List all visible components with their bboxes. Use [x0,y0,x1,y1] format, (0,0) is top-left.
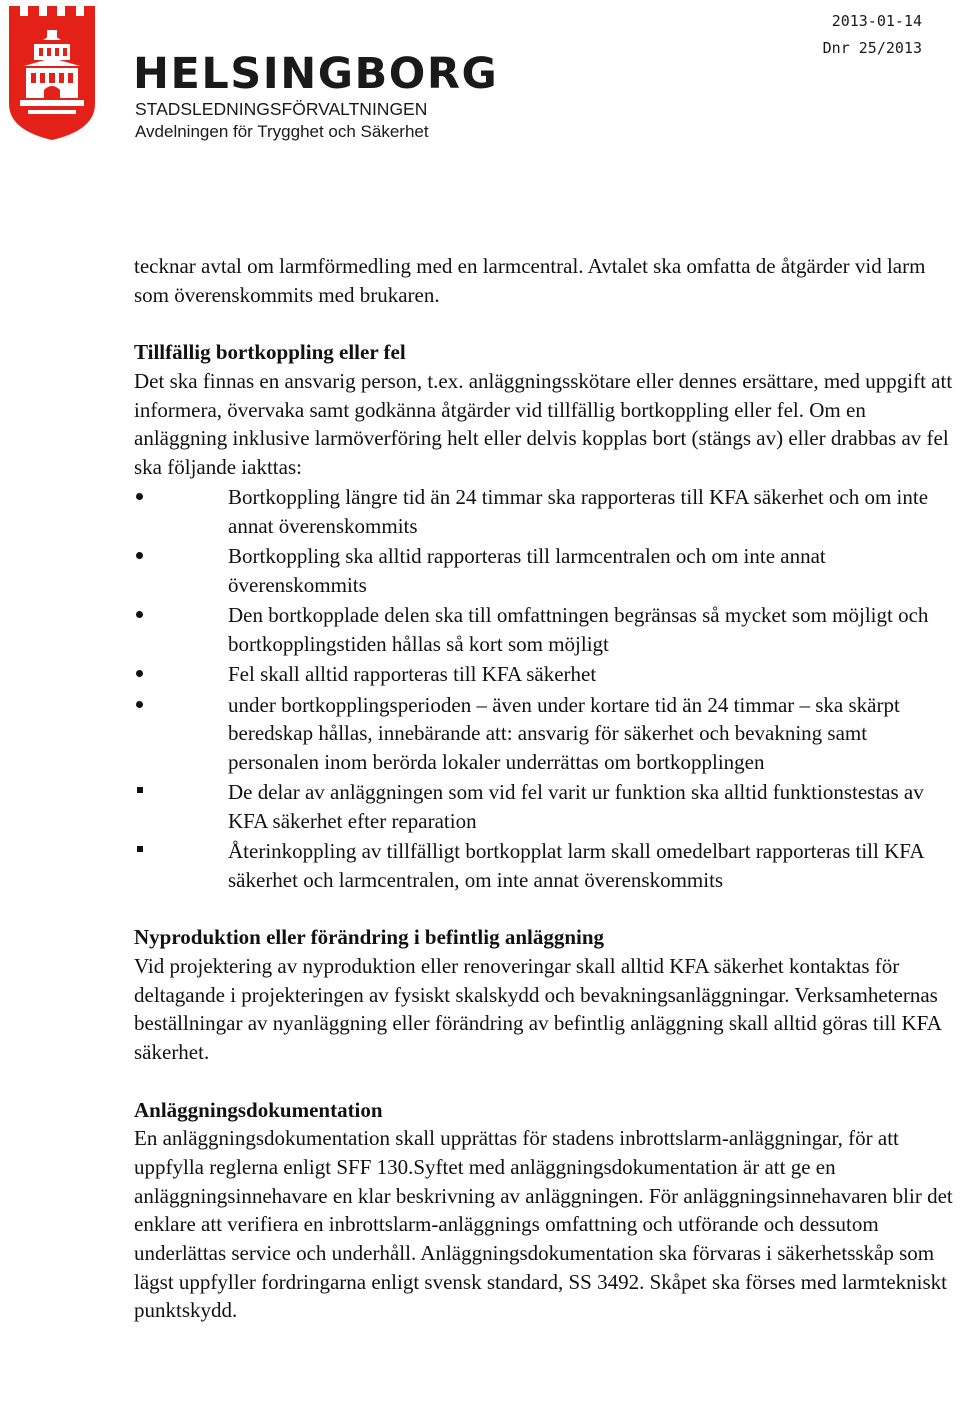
section-heading-documentation: Anläggningsdokumentation [134,1097,383,1122]
list-item: Bortkoppling längre tid än 24 timmar ska rapporteras till KFA säkerhet och om inte annat överenskommits [134,483,956,540]
department-name: STADSLEDNINGSFÖRVALTNINGEN [135,99,428,119]
unit-name: Avdelningen för Trygghet och Säkerhet [135,122,429,141]
list-item: De delar av anläggningen som vid fel varit ur funktion ska alltid funktionstestas av KFA säkerhet efter reparation [134,778,956,835]
section-heading-new-production: Nyproduktion eller förändring i befintlig anläggning [134,925,605,950]
section-paragraph-temporary-disconnection: Det ska finnas en ansvarig person, t.ex. anläggningsskötare eller dennes ersättare, med uppgift att informera, övervaka samt godkänna åtgärder vid tillfällig bortkoppling eller fel. Om en anläggning inklusive larmöverföring helt eller delvis kopplas bort (stängs av) eller drabbas av fel ska följande iakttas: [134,368,953,479]
list-item: Fel skall alltid rapporteras till KFA säkerhet [134,660,956,689]
document-body [134,252,956,1325]
organization-name: HELSINGBORG [133,49,499,99]
document-date: 2013-01-14 [831,12,922,30]
square-bullet-list [134,778,956,894]
intro-paragraph: tecknar avtal om larmförmedling med en larmcentral. Avtalet ska omfatta de åtgärder vid larm som överenskommits med brukaren. [134,254,926,307]
helsingborg-crest-logo [6,4,98,142]
document-meta [823,8,922,62]
list-item: Den bortkopplade delen ska till omfattningen begränsas så mycket som möjligt och bortkopplingstiden hållas så kort som möjligt [134,601,956,658]
list-item: Bortkoppling ska alltid rapporteras till larmcentralen och om inte annat överenskommits [134,542,956,599]
document-reference: Dnr 25/2013 [822,39,922,57]
list-item: under bortkopplingsperioden – även under kortare tid än 24 timmar – ska skärpt beredskap hållas, innebärande att: ansvarig för säkerhet och bevakning samt personalen inom berörda lokaler underrättas om bortkopplingen [134,691,956,777]
list-item: Återinkoppling av tillfälligt bortkopplat larm skall omedelbart rapporteras till KFA säkerhet och larmcentralen, om inte annat överenskommits [134,837,956,894]
section-heading-temporary-disconnection: Tillfällig bortkoppling eller fel [134,340,406,365]
bullet-list [134,483,956,776]
section-paragraph-documentation: En anläggningsdokumentation skall upprättas för stadens inbrottslarm-anläggningar, för att uppfylla reglerna enligt SFF 130.Syftet med anläggningsdokumentation är att ge en anläggningsinnehavare en klar beskrivning av anläggningen. För anläggningsinnehavaren blir det enklare att verifiera en inbrottslarm-anläggnings omfattning och utförande och dessutom underlättas service och underhåll. Anläggningsdokumentation ska förvaras i säkerhetsskåp som lägst uppfyller fordringarna enligt svensk standard, SS 3492. Skåpet ska förses med larmtekniskt punktskydd. [134,1126,953,1323]
section-paragraph-new-production: Vid projektering av nyproduktion eller renoveringar skall alltid KFA säkerhet kontaktas för deltagande i projekteringen av fysiskt skalskydd och bevakningsanläggningar. Verksamheternas beställningar av nyanläggning eller förändring av befintlig anläggning skall alltid göras till KFA säkerhet. [134,954,941,1065]
